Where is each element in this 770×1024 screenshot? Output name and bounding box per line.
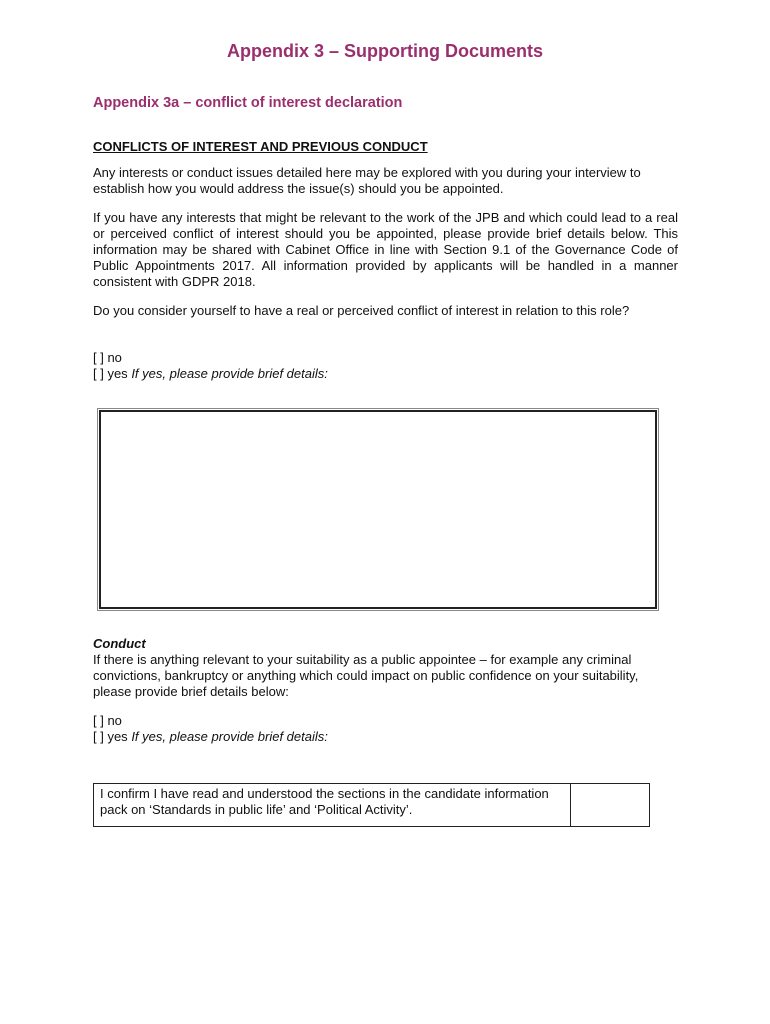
conflict-no-label: [ ] no [93,350,122,365]
confirmation-statement: I confirm I have read and understood the sections in the candidate information pack on ‘Standards in public life’ and ‘Political Activity’. [94,784,571,827]
confirmation-checkbox-cell[interactable] [571,784,650,827]
conflict-yes-hint: If yes, please provide brief details: [131,366,328,381]
conduct-heading: Conduct [93,636,146,651]
conflict-option-no[interactable] [93,350,678,366]
intro-paragraph: Any interests or conduct issues detailed here may be explored with you during your interview to establish how you would address the issue(s) should you be appointed. [93,165,641,196]
conduct-option-no[interactable] [93,713,678,729]
confirmation-table [93,783,650,827]
conduct-yes-label: [ ] yes [93,729,128,744]
interests-paragraph: If you have any interests that might be relevant to the work of the JPB and which could lead to a real or perceived conflict of interest should you be appointed, please provide brief details below. This information may be shared with Cabinet Office in line with Section 9.1 of the Governance Code of Public Appointments 2017. All information provided by applicants will be handled in a manner consistent with GDPR 2018. [93,210,678,289]
conflict-question: Do you consider yourself to have a real or perceived conflict of interest in relation to this role? [93,303,630,318]
conflict-yes-label: [ ] yes [93,366,128,381]
confirmation-row [94,784,650,827]
page-title: Appendix 3 – Supporting Documents [226,41,544,61]
conduct-option-yes[interactable] [93,729,678,745]
conduct-yes-hint: If yes, please provide brief details: [131,729,328,744]
conflict-option-yes[interactable] [93,366,678,382]
appendix-subtitle: Appendix 3a – conflict of interest declaration [93,95,403,111]
conflict-details-box[interactable] [99,410,657,609]
conduct-paragraph: If there is anything relevant to your suitability as a public appointee – for example any criminal convictions, bankruptcy or anything which could impact on public confidence on your suitability, please provide brief details below: [93,652,639,699]
conduct-no-label: [ ] no [93,713,122,728]
section-heading: CONFLICTS OF INTEREST AND PREVIOUS CONDUCT [93,139,428,154]
